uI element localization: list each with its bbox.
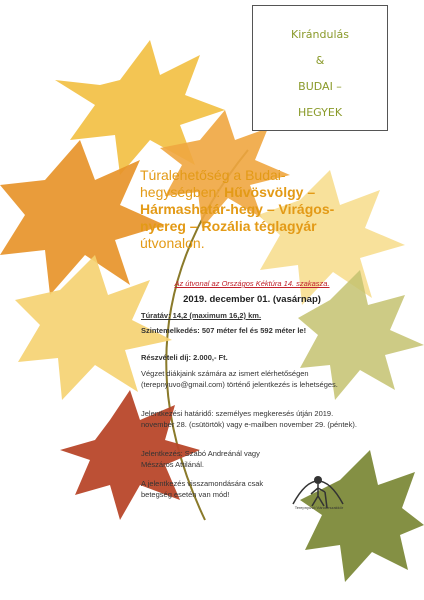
- title-line-2: &: [315, 54, 325, 67]
- title-line-4: HEGYEK: [297, 106, 343, 119]
- cancellation-line: A jelentkezés visszamondására csak betegség esetén van mód!: [141, 479, 264, 499]
- former-students-line: Végzet diákjaink számára az ismert elérhetőségen (terepnyuvo@gmail.com) történő jelentkezés is lehetséges.: [141, 369, 338, 389]
- intro-suffix: útvonalon.: [140, 235, 205, 251]
- intro-route: Hűvösvölgy – Hármashatár-hegy – Virágos-nyereg – Rozália téglagyár: [140, 184, 335, 234]
- intro-paragraph: [140, 167, 365, 252]
- contacts-line: Jelentkezés: Szabó Andreánál vagy Mészáros Attilánál.: [141, 449, 260, 469]
- distance-line: Túratáv: 14,2 (maximum 16,2) km.: [141, 311, 262, 320]
- intro-prefix: Túralehetőség a Budai-hegységben:: [140, 167, 286, 200]
- elevation-line: Szintemelkedés: 507 méter fel és 592 méter le!: [141, 326, 307, 335]
- kektura-note: Az útvonal az Országos Kéktúra 14. szakasza.: [174, 279, 330, 288]
- title-line-1: Kirándulás: [291, 28, 349, 41]
- title-line-3: BUDAI –: [298, 80, 342, 93]
- fee-line: Részvételi díj: 2.000,- Ft.: [141, 353, 228, 362]
- title-box: [252, 5, 388, 131]
- deadline-line: Jelentkezési határidő: személyes megkeresés útján 2019. november 28. (csütörtök) vagy e-mailben november 29. (péntek).: [141, 409, 357, 429]
- event-date: 2019. december 01. (vasárnap): [183, 294, 321, 305]
- stamp-label: Terepnyúvó Vándorszakkör: [294, 505, 344, 510]
